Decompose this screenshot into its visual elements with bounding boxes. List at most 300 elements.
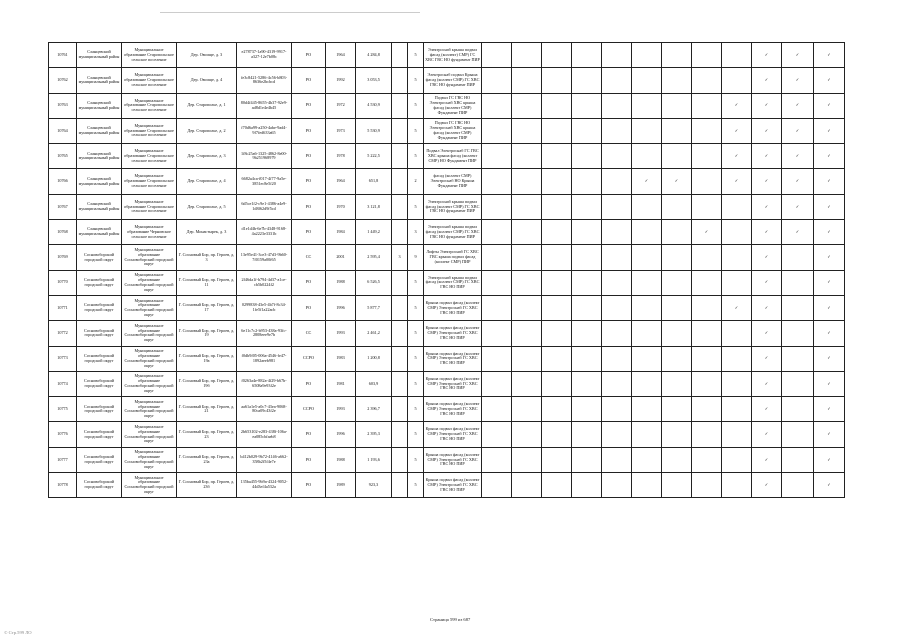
work-type-check-5: [602, 473, 632, 498]
table-row: [49, 447, 845, 472]
work-type-check-5: [602, 422, 632, 447]
work-type-check-11: [782, 321, 814, 346]
address-cell: Г. Сосновый Бор, пр. Героев, д. 23а: [177, 447, 237, 472]
area-cell: 6 526,5: [356, 270, 392, 295]
work-type-check-6: [632, 144, 662, 169]
work-type-check-4: [572, 144, 602, 169]
work-type-check-8: [692, 346, 722, 371]
work-type-check-4: [572, 118, 602, 143]
built-year-cell: 1978: [326, 144, 356, 169]
wall-material-cell: РО: [292, 43, 326, 68]
work-type-check-4: [572, 447, 602, 472]
guid-cell: 2b653102-e283-438f-106a-ea085cbfaeb8: [237, 422, 292, 447]
work-type-check-9: [722, 397, 752, 422]
guid-cell: e278737-1a90-4319-9917-a327-12e7b08c: [237, 43, 292, 68]
work-type-check-2: [512, 144, 542, 169]
municipality-cell: Муниципальное образование Сосновоборский городской округ: [122, 447, 177, 472]
table-row: [49, 295, 845, 320]
work-type-check-5: [602, 118, 632, 143]
work-type-check-6: [632, 422, 662, 447]
work-type-check-2: [512, 245, 542, 270]
row-number: 10767: [49, 194, 77, 219]
works-list-cell: Электроснаб крыша подвал фасад (коллект СМР) ГС ХВС ГВС НО ПИР: [424, 270, 482, 295]
housing-register-table: [48, 42, 845, 498]
district-cell: Сланцевский муниципальный район: [77, 118, 122, 143]
entrances-cell: [392, 93, 408, 118]
work-type-check-12: ✓: [814, 346, 845, 371]
table-row: [49, 43, 845, 68]
floors-cell: 5: [408, 118, 424, 143]
row-number: 10769: [49, 245, 77, 270]
works-list-cell: Крыша подвал фасад (коллект СМР) Электроснаб ГС ХВС ГВС НО ПИР: [424, 473, 482, 498]
work-type-check-8: [692, 245, 722, 270]
municipality-cell: Муниципальное образование Сосновоборский городской округ: [122, 295, 177, 320]
address-cell: Дер. Старополье, д. 1: [177, 93, 237, 118]
row-number: 10775: [49, 397, 77, 422]
district-cell: Сосновоборский городской округ: [77, 447, 122, 472]
area-cell: 1 193,6: [356, 447, 392, 472]
floors-cell: 9: [408, 245, 424, 270]
work-type-check-10: ✓: [752, 144, 782, 169]
wall-material-cell: ССРО: [292, 397, 326, 422]
built-year-cell: 1989: [326, 473, 356, 498]
entrances-cell: [392, 194, 408, 219]
work-type-check-3: [542, 194, 572, 219]
works-list-cell: Крыша подвал фасад (коллект СМР) Электроснаб ГС ХВС ГВС НО ПИР: [424, 295, 482, 320]
work-type-check-11: ✓: [782, 169, 814, 194]
work-type-check-4: [572, 93, 602, 118]
work-type-check-7: [662, 473, 692, 498]
wall-material-cell: РО: [292, 169, 326, 194]
area-cell: 4 530,9: [356, 93, 392, 118]
wall-material-cell: РО: [292, 68, 326, 93]
district-cell: Сосновоборский городской округ: [77, 245, 122, 270]
district-cell: Сосновоборский городской округ: [77, 397, 122, 422]
work-type-check-6: [632, 68, 662, 93]
work-type-check-2: [512, 68, 542, 93]
municipality-cell: Муниципальное образование Старопольское сельское поселение: [122, 43, 177, 68]
works-list-cell: Крыша подвал фасад (коллект СМР) Электроснаб ГС ХВС ГВС НО ПИР: [424, 346, 482, 371]
work-type-check-5: [602, 321, 632, 346]
work-type-check-9: [722, 371, 752, 396]
work-type-check-6: [632, 321, 662, 346]
work-type-check-12: ✓: [814, 43, 845, 68]
work-type-check-2: [512, 473, 542, 498]
works-list-cell: Подвал ГС ГВС НО Электроснаб ХВС крыша фасад (коллект СМР) Фундамент ПИР: [424, 118, 482, 143]
entrances-cell: [392, 118, 408, 143]
work-type-check-12: ✓: [814, 245, 845, 270]
corner-stamp: © Стр.599 ЛО: [4, 630, 32, 635]
guid-cell: 0299838-43e5-4b7f-8c34-1fe5f1a22acb: [237, 295, 292, 320]
row-number: 10778: [49, 473, 77, 498]
district-cell: Сосновоборский городской округ: [77, 321, 122, 346]
guid-cell: 1f8c25a6-1325-4862-8e00-9b251968979: [237, 144, 292, 169]
works-list-cell: Крыша подвал фасад (коллект СМР) Электроснаб ГС ХВС ГВС НО ПИР: [424, 371, 482, 396]
work-type-check-10: ✓: [752, 169, 782, 194]
municipality-cell: Муниципальное образование Сосновоборский городской округ: [122, 321, 177, 346]
work-type-check-6: [632, 194, 662, 219]
work-type-check-3: [542, 422, 572, 447]
entrances-cell: [392, 68, 408, 93]
work-type-check-9: [722, 245, 752, 270]
municipality-cell: Муниципальное образование Сосновоборский городской округ: [122, 245, 177, 270]
work-type-check-3: [542, 371, 572, 396]
works-list-cell: Подвал Электроснаб ГС ГВС ХВС крыша фасад (коллект СМР) НО Фундамент ПИР: [424, 144, 482, 169]
work-type-check-3: [542, 397, 572, 422]
work-type-check-1: [482, 68, 512, 93]
row-number: 10774: [49, 371, 77, 396]
built-year-cell: 1984: [326, 220, 356, 245]
table-row: [49, 270, 845, 295]
floors-cell: 5: [408, 68, 424, 93]
work-type-check-12: ✓: [814, 321, 845, 346]
work-type-check-12: ✓: [814, 144, 845, 169]
work-type-check-7: [662, 144, 692, 169]
table-row: [49, 68, 845, 93]
table-row: [49, 93, 845, 118]
wall-material-cell: СС: [292, 321, 326, 346]
area-cell: 603,9: [356, 371, 392, 396]
municipality-cell: Муниципальное образование Старопольское сельское поселение: [122, 68, 177, 93]
work-type-check-7: [662, 447, 692, 472]
work-type-check-2: [512, 194, 542, 219]
work-type-check-6: [632, 220, 662, 245]
table-row: [49, 371, 845, 396]
floors-cell: 5: [408, 321, 424, 346]
works-list-cell: Подвал ГС ГВС НО Электроснаб ХВС крыша фасад (коллект СМР) Фундамент ПИР: [424, 93, 482, 118]
floors-cell: 5: [408, 43, 424, 68]
work-type-check-6: [632, 295, 662, 320]
work-type-check-10: ✓: [752, 397, 782, 422]
work-type-check-4: [572, 245, 602, 270]
work-type-check-5: [602, 245, 632, 270]
address-cell: Г. Сосновый Бор, пр. Героев, д. 19б: [177, 371, 237, 396]
work-type-check-11: [782, 295, 814, 320]
work-type-check-1: [482, 371, 512, 396]
work-type-check-8: [692, 295, 722, 320]
work-type-check-6: [632, 245, 662, 270]
municipality-cell: Муниципальное образование Старопольское сельское поселение: [122, 144, 177, 169]
work-type-check-8: ✓: [692, 220, 722, 245]
work-type-check-4: [572, 169, 602, 194]
table-row: [49, 169, 845, 194]
wall-material-cell: РО: [292, 220, 326, 245]
work-type-check-8: [692, 270, 722, 295]
work-type-check-5: [602, 144, 632, 169]
area-cell: 4 284,8: [356, 43, 392, 68]
floors-cell: 5: [408, 371, 424, 396]
work-type-check-8: [692, 68, 722, 93]
work-type-check-1: [482, 270, 512, 295]
work-type-check-9: ✓: [722, 169, 752, 194]
address-cell: Дер. Овсище, д. 3: [177, 43, 237, 68]
work-type-check-1: [482, 118, 512, 143]
address-cell: Г. Сосновый Бор, пр. Героев, д. 19а: [177, 346, 237, 371]
guid-cell: f0db9f05-006a-4546-fe47-1892aeeb981: [237, 346, 292, 371]
work-type-check-10: ✓: [752, 93, 782, 118]
built-year-cell: 1964: [326, 169, 356, 194]
built-year-cell: 1993: [326, 321, 356, 346]
work-type-check-7: [662, 93, 692, 118]
work-type-check-2: [512, 321, 542, 346]
entrances-cell: 3: [392, 245, 408, 270]
work-type-check-11: ✓: [782, 118, 814, 143]
address-cell: Дер. Старополье, д. 4: [177, 169, 237, 194]
work-type-check-4: [572, 321, 602, 346]
work-type-check-2: [512, 93, 542, 118]
work-type-check-7: [662, 371, 692, 396]
work-type-check-10: ✓: [752, 270, 782, 295]
wall-material-cell: СС: [292, 245, 326, 270]
work-type-check-9: ✓: [722, 118, 752, 143]
guid-cell: 6682a4ca-f017-4f77-9a5e-3851ec8e5f20: [237, 169, 292, 194]
work-type-check-6: [632, 118, 662, 143]
work-type-check-5: [602, 270, 632, 295]
entrances-cell: [392, 346, 408, 371]
work-type-check-9: [722, 422, 752, 447]
guid-cell: 6e11c7c2-b953-438a-93fc-2808eee9e7b: [237, 321, 292, 346]
work-type-check-5: [602, 371, 632, 396]
work-type-check-8: [692, 93, 722, 118]
work-type-check-7: [662, 68, 692, 93]
works-list-cell: фасад (коллект СМР) Электроснаб НО Крыша Фундамент ПИР: [424, 169, 482, 194]
work-type-check-9: [722, 447, 752, 472]
entrances-cell: [392, 422, 408, 447]
work-type-check-11: [782, 371, 814, 396]
work-type-check-5: [602, 397, 632, 422]
work-type-check-7: [662, 422, 692, 447]
table-row: [49, 397, 845, 422]
work-type-check-8: [692, 194, 722, 219]
work-type-check-11: ✓: [782, 93, 814, 118]
work-type-check-2: [512, 220, 542, 245]
page-number: Страница 599 из 687: [430, 617, 471, 622]
work-type-check-10: ✓: [752, 346, 782, 371]
work-type-check-1: [482, 220, 512, 245]
built-year-cell: 1972: [326, 93, 356, 118]
work-type-check-8: [692, 43, 722, 68]
work-type-check-4: [572, 473, 602, 498]
work-type-check-1: [482, 169, 512, 194]
work-type-check-8: [692, 118, 722, 143]
row-number: 10763: [49, 93, 77, 118]
entrances-cell: [392, 169, 408, 194]
entrances-cell: [392, 473, 408, 498]
row-number: 10764: [49, 118, 77, 143]
row-number: 10766: [49, 169, 77, 194]
work-type-check-2: [512, 295, 542, 320]
work-type-check-6: [632, 93, 662, 118]
table-row: [49, 245, 845, 270]
works-list-cell: Крыша подвал фасад (коллект СМР) Электроснаб ГС ХВС ГВС НО ПИР: [424, 321, 482, 346]
address-cell: Г. Сосновый Бор, пр. Героев, д. 17: [177, 295, 237, 320]
work-type-check-6: [632, 447, 662, 472]
work-type-check-9: [722, 220, 752, 245]
built-year-cell: 1996: [326, 295, 356, 320]
work-type-check-11: [782, 245, 814, 270]
work-type-check-11: [782, 422, 814, 447]
work-type-check-4: [572, 68, 602, 93]
work-type-check-3: [542, 169, 572, 194]
work-type-check-10: ✓: [752, 118, 782, 143]
work-type-check-9: [722, 321, 752, 346]
district-cell: Сланцевский муниципальный район: [77, 220, 122, 245]
works-list-cell: Крыша подвал фасад (коллект СМР) Электроснаб ГС ХВС ГВС НО ПИР: [424, 447, 482, 472]
row-number: 10761: [49, 43, 77, 68]
work-type-check-7: [662, 346, 692, 371]
work-type-check-11: ✓: [782, 43, 814, 68]
work-type-check-9: [722, 194, 752, 219]
work-type-check-4: [572, 346, 602, 371]
floors-cell: 5: [408, 346, 424, 371]
work-type-check-7: [662, 397, 692, 422]
municipality-cell: Муниципальное образование Старопольское сельское поселение: [122, 93, 177, 118]
work-type-check-5: [602, 295, 632, 320]
work-type-check-11: [782, 270, 814, 295]
area-cell: 2 595,4: [356, 245, 392, 270]
wall-material-cell: ССРО: [292, 346, 326, 371]
work-type-check-12: ✓: [814, 422, 845, 447]
floors-cell: 5: [408, 447, 424, 472]
work-type-check-5: [602, 220, 632, 245]
work-type-check-5: [602, 169, 632, 194]
header-rule: [160, 12, 420, 13]
guid-cell: 135ba455-9b9a-4324-9052-44d3ef4a532a: [237, 473, 292, 498]
address-cell: Дер. Старополье, д. 3: [177, 144, 237, 169]
work-type-check-9: ✓: [722, 93, 752, 118]
floors-cell: 5: [408, 270, 424, 295]
row-number: 10762: [49, 68, 77, 93]
district-cell: Сланцевский муниципальный район: [77, 93, 122, 118]
guid-cell: 80d4f445-8655-4b37-92e9-ad8d1e4e4b45: [237, 93, 292, 118]
work-type-check-1: [482, 144, 512, 169]
work-type-check-12: ✓: [814, 68, 845, 93]
work-type-check-3: [542, 43, 572, 68]
work-type-check-8: [692, 447, 722, 472]
wall-material-cell: РО: [292, 473, 326, 498]
area-cell: 5 222,5: [356, 144, 392, 169]
work-type-check-4: [572, 422, 602, 447]
district-cell: Сосновоборский городской округ: [77, 346, 122, 371]
work-type-check-1: [482, 346, 512, 371]
work-type-check-8: [692, 169, 722, 194]
table-row: [49, 144, 845, 169]
wall-material-cell: РО: [292, 371, 326, 396]
address-cell: Дер. Монастырек, д. 3: [177, 220, 237, 245]
built-year-cell: 1970: [326, 194, 356, 219]
municipality-cell: Муниципальное образование Сосновоборский городской округ: [122, 371, 177, 396]
work-type-check-8: [692, 371, 722, 396]
address-cell: Г. Сосновый Бор, пр. Героев, д. 19: [177, 321, 237, 346]
work-type-check-1: [482, 295, 512, 320]
municipality-cell: Муниципальное образование Черновское сельское поселение: [122, 220, 177, 245]
work-type-check-11: [782, 447, 814, 472]
floors-cell: 5: [408, 473, 424, 498]
address-cell: Дер. Старополье, д. 5: [177, 194, 237, 219]
address-cell: Г. Сосновый Бор, пр. Героев, д. 3: [177, 245, 237, 270]
work-type-check-10: ✓: [752, 220, 782, 245]
work-type-check-7: [662, 295, 692, 320]
table-row: [49, 473, 845, 498]
guid-cell: 13e95e41-3ce3-47d3-9b60-7f0159a00f65: [237, 245, 292, 270]
work-type-check-4: [572, 220, 602, 245]
work-type-check-10: ✓: [752, 43, 782, 68]
address-cell: Г. Сосновый Бор, пр. Героев, д. 23: [177, 422, 237, 447]
works-list-cell: Крыша подвал фасад (коллект СМР) Электроснаб ГС ХВС ГВС НО ПИР: [424, 397, 482, 422]
work-type-check-12: ✓: [814, 295, 845, 320]
address-cell: Г. Сосновый Бор, пр. Героев, д. 21: [177, 397, 237, 422]
work-type-check-7: ✓: [662, 169, 692, 194]
work-type-check-11: [782, 473, 814, 498]
work-type-check-3: [542, 270, 572, 295]
work-type-check-2: [512, 270, 542, 295]
work-type-check-1: [482, 321, 512, 346]
entrances-cell: [392, 321, 408, 346]
work-type-check-10: ✓: [752, 321, 782, 346]
work-type-check-7: [662, 220, 692, 245]
floors-cell: 5: [408, 93, 424, 118]
entrances-cell: [392, 397, 408, 422]
work-type-check-10: ✓: [752, 68, 782, 93]
work-type-check-3: [542, 144, 572, 169]
work-type-check-2: [512, 118, 542, 143]
work-type-check-9: [722, 43, 752, 68]
area-cell: 1 449,2: [356, 220, 392, 245]
municipality-cell: Муниципальное образование Сосновоборский городской округ: [122, 397, 177, 422]
floors-cell: 5: [408, 194, 424, 219]
area-cell: 5 877,7: [356, 295, 392, 320]
address-cell: Г. Сосновый Бор, пр. Героев, д. 23б: [177, 473, 237, 498]
work-type-check-12: ✓: [814, 118, 845, 143]
built-year-cell: 1992: [326, 68, 356, 93]
work-type-check-1: [482, 245, 512, 270]
work-type-check-9: [722, 346, 752, 371]
work-type-check-6: [632, 43, 662, 68]
work-type-check-3: [542, 118, 572, 143]
built-year-cell: 2001: [326, 245, 356, 270]
work-type-check-7: [662, 43, 692, 68]
table-row: [49, 220, 845, 245]
district-cell: Сосновоборский городской округ: [77, 371, 122, 396]
area-cell: 2 461,2: [356, 321, 392, 346]
built-year-cell: 1993: [326, 397, 356, 422]
work-type-check-5: [602, 346, 632, 371]
work-type-check-1: [482, 447, 512, 472]
work-type-check-1: [482, 397, 512, 422]
work-type-check-1: [482, 422, 512, 447]
address-cell: Дер. Старополье, д. 2: [177, 118, 237, 143]
row-number: 10773: [49, 346, 77, 371]
work-type-check-10: ✓: [752, 422, 782, 447]
built-year-cell: 1981: [326, 371, 356, 396]
work-type-check-3: [542, 245, 572, 270]
work-type-check-9: [722, 473, 752, 498]
work-type-check-9: ✓: [722, 295, 752, 320]
wall-material-cell: РО: [292, 270, 326, 295]
work-type-check-9: [722, 270, 752, 295]
row-number: 10777: [49, 447, 77, 472]
floors-cell: 5: [408, 422, 424, 447]
work-type-check-5: [602, 447, 632, 472]
area-cell: 5 530,9: [356, 118, 392, 143]
work-type-check-12: ✓: [814, 473, 845, 498]
row-number: 10765: [49, 144, 77, 169]
work-type-check-5: [602, 43, 632, 68]
address-cell: Г. Сосновый Бор, пр. Героев, д. 11: [177, 270, 237, 295]
work-type-check-9: ✓: [722, 144, 752, 169]
work-type-check-10: ✓: [752, 473, 782, 498]
work-type-check-7: [662, 194, 692, 219]
